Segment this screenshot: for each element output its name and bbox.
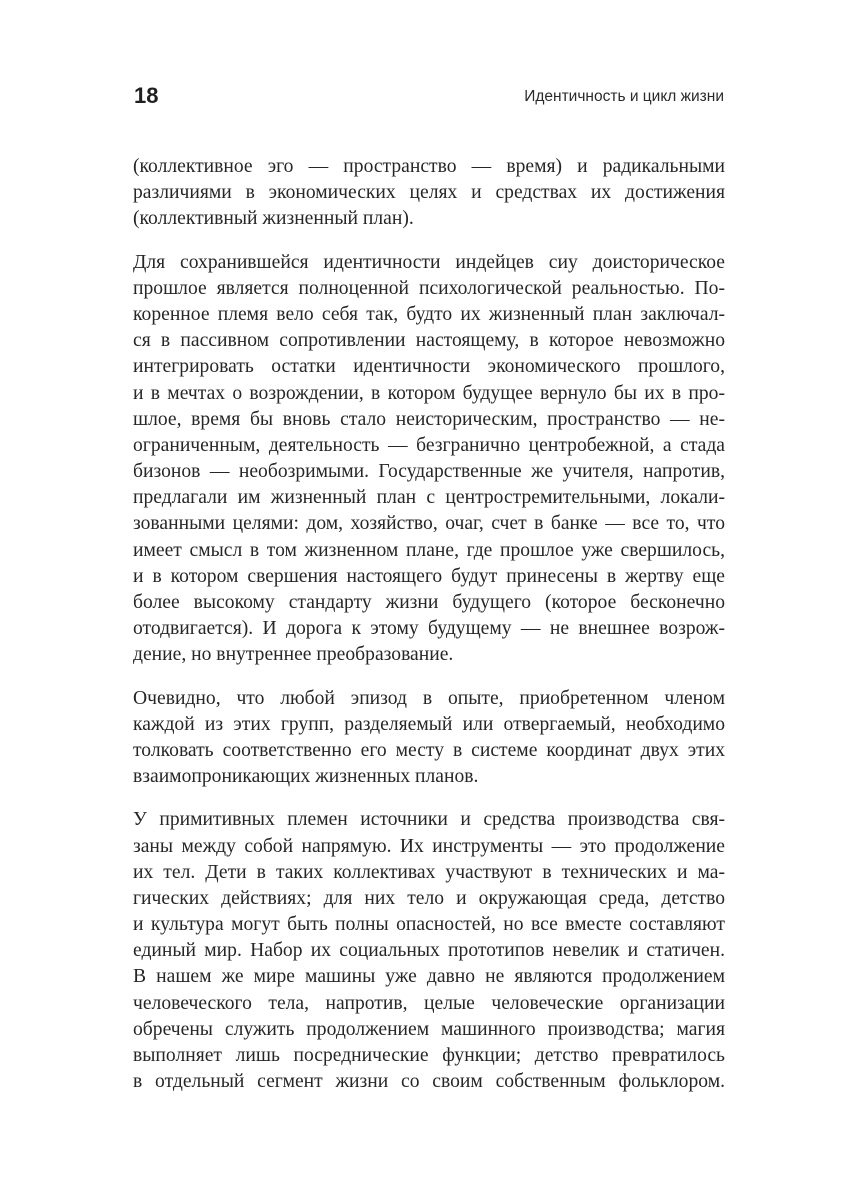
text-line: толковать соответственно его месту в системе координат двух этих — [133, 739, 725, 761]
text-line: прошлое является полноценной психологической реальностью. По- — [133, 277, 725, 299]
text-line: более высокому стандарту жизни будущего (которое бесконечно — [133, 592, 725, 613]
text-line: заны между собой напрямую. Их инструменты — это продолжение — [133, 835, 725, 857]
text-line: различиями в экономических целях и средствах их достижения — [133, 182, 725, 204]
text-line: предлагали им жизненный план с центростремительными, локали- — [133, 487, 725, 509]
text-line: коренное племя вело себя так, будто их жизненный план заключал- — [133, 303, 725, 325]
text-line: и в мечтах о возрождении, в котором будущее вернуло бы их в про- — [133, 382, 725, 404]
text-line: единый мир. Набор их социальных прототипов невелик и статичен. — [133, 940, 725, 962]
text-line: дение, но внутреннее преобразование. — [133, 644, 454, 666]
text-line: Для сохранившейся идентичности индейцев сиу доисторическое — [133, 251, 725, 273]
text-line: отодвигается). И дорога к этому будущему — не внешнее возрож- — [133, 618, 725, 640]
text-line: в отдельный сегмент жизни со своим собственным фольклором. — [133, 1071, 725, 1093]
text-line: шлое, время бы вновь стало неисторическим, пространство — не- — [133, 408, 725, 430]
text-line: В нашем же мире машины уже давно не являются продолжением — [133, 966, 725, 988]
text-line: ограниченным, деятельность — безгранично центробежной, а стада — [133, 434, 725, 456]
text-line: ся в пассивном сопротивлении настоящему, в которое невозможно — [133, 330, 725, 352]
text-line: человеческого тела, напротив, целые человеческие организации — [133, 992, 725, 1014]
text-line: У примитивных племен источники и средства производства свя- — [133, 809, 725, 831]
text-line: интегрировать остатки идентичности экономического прошлого, — [133, 356, 725, 378]
text-line: и в котором свершения настоящего будут принесены в жертву еще — [133, 565, 725, 587]
text-line: обречены служить продолжением машинного производства; магия — [133, 1018, 725, 1040]
paragraph-2 — [133, 250, 725, 669]
text-line: гических действиях; для них тело и окружающая среда, детство — [133, 887, 725, 909]
text-line: и культура могут быть полны опасностей, но все вместе составляют — [133, 914, 725, 936]
page-number: 18 — [134, 83, 159, 108]
text-line: их тел. Дети в таких коллективах участвуют в технических и ма- — [133, 861, 725, 883]
text-line: взаимопроникающих жизненных планов. — [133, 766, 479, 788]
paragraph-3 — [133, 686, 725, 791]
paragraph-1 — [133, 154, 725, 233]
text-line: каждой из этих групп, разделяемый или отвергаемый, необходимо — [133, 713, 725, 735]
text-line: имеет смысл в том жизненном плане, где прошлое уже свершилось, — [133, 539, 725, 561]
text-line: (коллективный жизненный план). — [133, 208, 414, 230]
text-line: Очевидно, что любой эпизод в опыте, приобретенном членом — [133, 687, 725, 709]
running-head: Идентичность и цикл жизни — [524, 88, 724, 105]
text-line: выполняет лишь посреднические функции; детство превратилось — [133, 1045, 725, 1066]
page-header — [134, 82, 724, 112]
body-text — [133, 154, 725, 1112]
text-line: (коллективное эго — пространство — время) и радикальными — [133, 156, 725, 177]
text-line: зованными целями: дом, хозяйство, очаг, счет в банке — все то, что — [133, 513, 725, 535]
paragraph-4 — [133, 807, 725, 1095]
text-line: бизонов — необозримыми. Государственные же учителя, напротив, — [133, 461, 725, 483]
